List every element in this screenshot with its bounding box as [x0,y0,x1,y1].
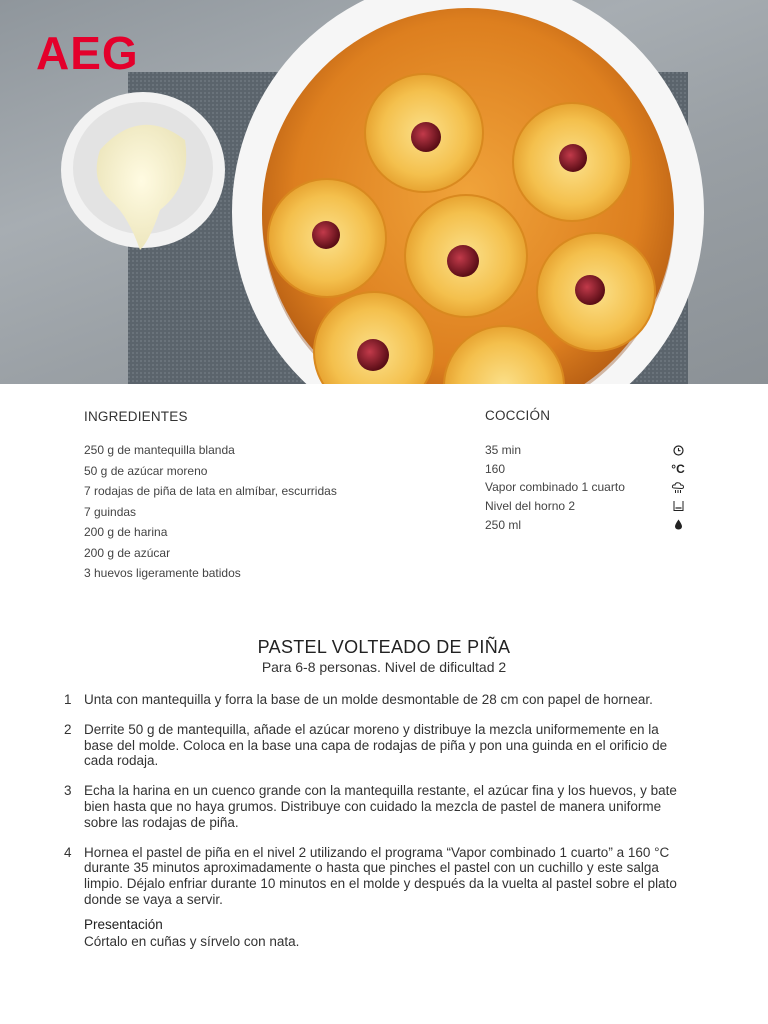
brand-logo: AEG [36,27,139,79]
recipe-steps [64,692,689,922]
celsius-icon: °C [671,461,685,476]
ingredient-item: 7 guindas [84,504,137,519]
recipe-step [64,783,689,830]
recipe-title: PASTEL VOLTEADO DE PIÑA [257,637,511,657]
step-text: Echa la harina en un cuenco grande con la mantequilla restante, el azúcar fina y los huevos, y bate bien hasta que no haya grumos. Distribuye con cuidado la mezcla de pastel de manera uniforme sobre las rodajas de piña. [84,783,677,830]
step-text: Derrite 50 g de mantequilla, añade el azúcar moreno y distribuye la mezcla uniformemente en la base del molde. Coloca en la base una capa de rodajas de piña y pon una guinda en el orificio de cada rodaja. [84,721,668,769]
cooking-item-label: 35 min [485,443,522,457]
cooking-item-program [485,479,685,498]
ingredient-item: 50 g de azúcar moreno [84,463,208,478]
cooking-item-label: Vapor combinado 1 cuarto [485,480,625,495]
clock-icon [671,443,685,457]
ingredient-item: 250 g de mantequilla blanda [84,443,235,457]
ingredients-heading: INGREDIENTES [84,409,188,424]
step-text: Hornea el pastel de piña en el nivel 2 utilizando el programa “Vapor combinado 1 cuarto” a 160 °C durante 35 minutos aproximadamente o hasta que pinches el pastel con un cuchillo y este salga limpio. Déjalo enfriar durante 10 minutos en el molde y después da la vuelta al pastel sobre el plato donde se vaya a servir. [84,844,677,907]
step-number: 1 [64,692,72,707]
step-text: Unta con mantequilla y forra la base de un molde desmontable de 28 cm con papel de hornear. [84,692,653,707]
step-number: 3 [64,783,72,799]
cooking-heading: COCCIÓN [485,408,551,423]
steam-icon [671,480,685,494]
step-number: 2 [64,721,72,737]
oven-level-icon [671,499,685,513]
cooking-item-time [485,442,685,461]
cooking-item-level [485,498,685,517]
cooking-item-label: Nivel del horno 2 [485,499,576,514]
cooking-item-water [485,517,685,536]
ingredients-list [84,442,337,586]
recipe-step [64,692,689,708]
ingredient-item: 200 g de azúcar [84,545,171,560]
ingredient-item: 200 g de harina [84,525,168,539]
cooking-item-label: 160 [485,461,506,476]
presentation-heading: Presentación [84,917,163,932]
ingredient-item: 3 huevos ligeramente batidos [84,566,241,580]
recipe-step [64,722,689,769]
presentation-text: Córtalo en cuñas y sírvelo con nata. [84,934,300,949]
water-drop-icon [671,518,685,532]
cooking-item-label: 250 ml [485,517,522,532]
hero-photo [0,0,768,384]
recipe-step [64,845,689,908]
cooking-list [485,442,685,535]
recipe-subtitle: Para 6-8 personas. Nivel de dificultad 2 [261,659,507,675]
cooking-item-temperature [485,461,685,480]
step-number: 4 [64,844,72,860]
ingredient-item: 7 rodajas de piña de lata en almíbar, escurridas [84,484,337,498]
